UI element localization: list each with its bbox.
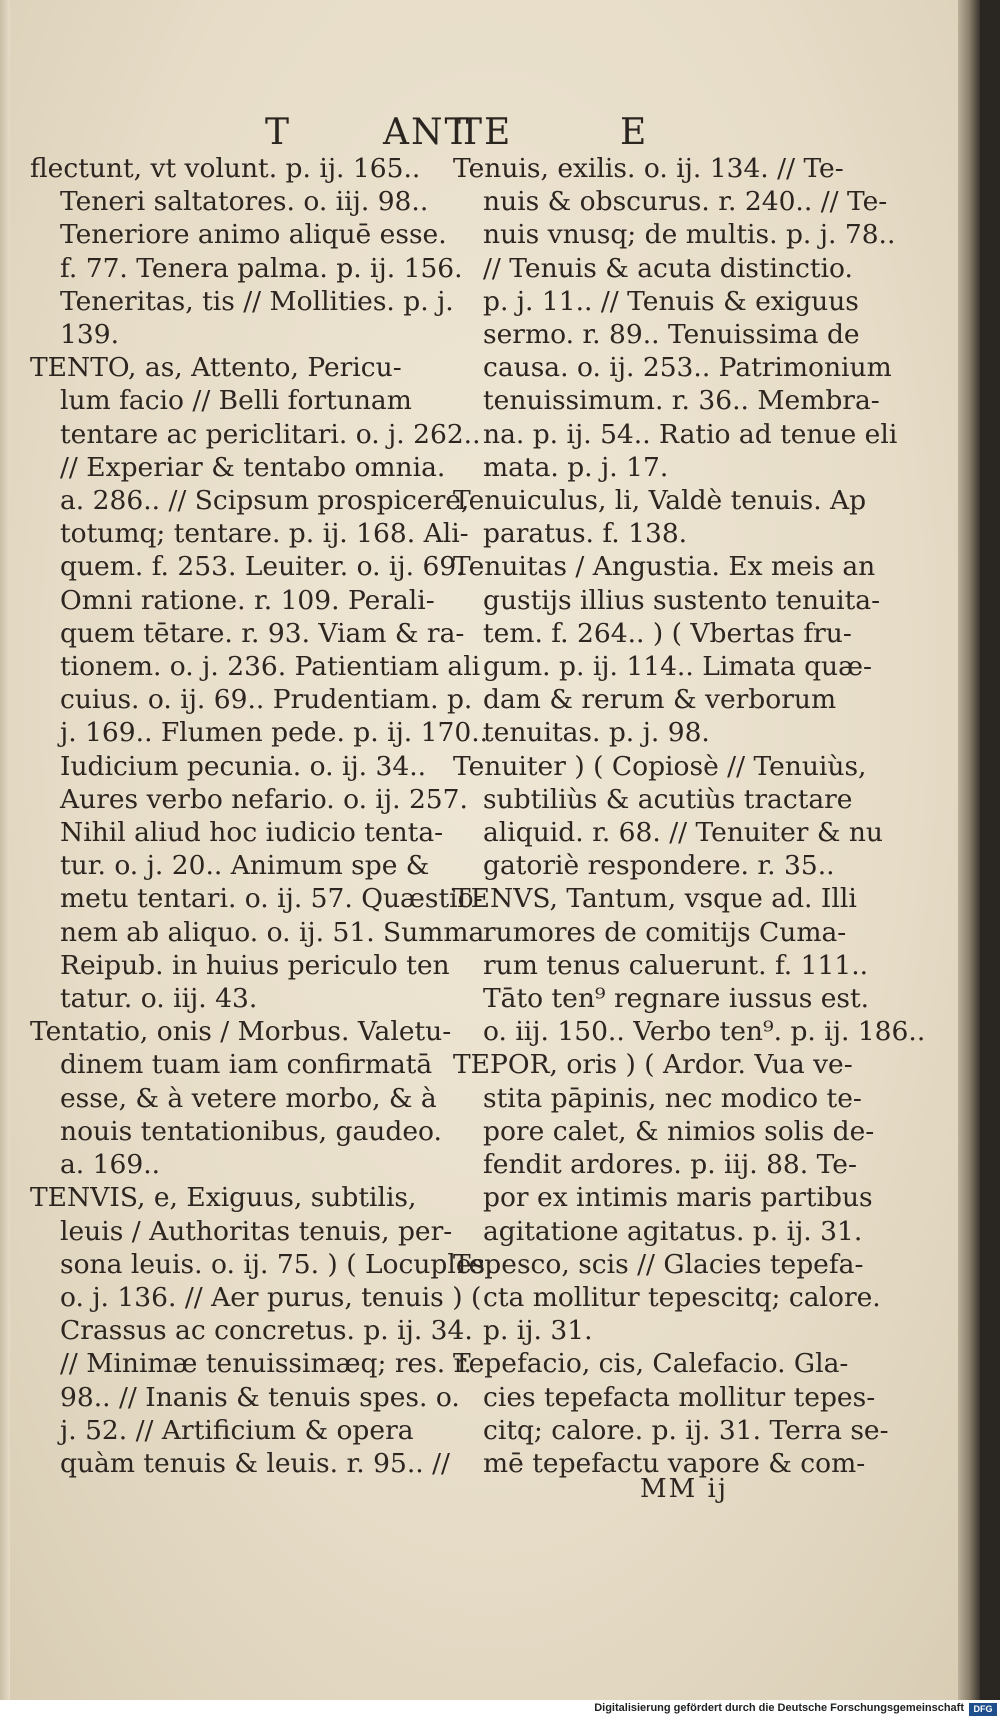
dictionary-entry bbox=[453, 550, 881, 749]
entry-line: cuius. o. ij. 69.. Prudentiam. p. bbox=[60, 684, 473, 716]
entry-line: Omni ratione. r. 109. Perali- bbox=[60, 584, 435, 616]
entry-line: na. p. ij. 54.. Ratio ad tenue eli bbox=[483, 418, 898, 450]
entry-line: tionem. o. j. 236. Patientiam ali bbox=[60, 651, 481, 683]
entry-line: Iudicium pecunia. o. ij. 34.. bbox=[60, 750, 427, 782]
entry-line: cta mollitur tepescitq; calore. bbox=[483, 1281, 881, 1313]
dictionary-entry bbox=[453, 1248, 881, 1348]
entry-line: leuis / Authoritas tenuis, per- bbox=[60, 1215, 453, 1247]
entry-line: gatoriè respondere. r. 35.. bbox=[483, 850, 835, 882]
entry-line: stita pāpinis, nec modico te- bbox=[483, 1082, 862, 1114]
entry-line: rum tenus caluerunt. f. 111.. bbox=[483, 949, 869, 981]
dictionary-entry bbox=[453, 1347, 889, 1480]
entry-line: Reipub. in huius periculo ten bbox=[60, 949, 450, 981]
entry-line: Nihil aliud hoc iudicio tenta- bbox=[60, 817, 444, 849]
dictionary-entry bbox=[453, 152, 898, 484]
entry-line: mē tepefactu vapore & com- bbox=[483, 1447, 866, 1479]
entry-line: tatur. o. iij. 43. bbox=[60, 983, 258, 1015]
entry-line: Crassus ac concretus. p. ij. 34. bbox=[60, 1315, 473, 1347]
running-head-left: T bbox=[265, 112, 292, 153]
entry-line: totumq; tentare. p. ij. 168. Ali- bbox=[60, 518, 469, 550]
right-column bbox=[453, 152, 926, 1480]
entry-line: nem ab aliquo. o. ij. 51. Summa bbox=[60, 916, 485, 948]
entry-line: sermo. r. 89.. Tenuissima de bbox=[483, 319, 860, 351]
entry-line: nuis vnusq; de multis. p. j. 78.. bbox=[483, 219, 896, 251]
entry-line: f. 77. Tenera palma. p. ij. 156. bbox=[60, 252, 463, 284]
entry-line: Teneri saltatores. o. iij. 98.. bbox=[60, 186, 429, 218]
entry-line: Aures verbo nefario. o. ij. 257. bbox=[60, 783, 468, 815]
entry-line: TENVS, Tantum, vsque ad. Illi bbox=[453, 883, 857, 915]
entry-line: o. j. 136. // Aer purus, tenuis ) ( bbox=[60, 1281, 482, 1313]
dictionary-entry bbox=[453, 1048, 873, 1247]
entry-line: Tenuis, exilis. o. ij. 134. // Te- bbox=[453, 153, 844, 184]
entry-line: quem tētare. r. 93. Viam & ra- bbox=[60, 617, 465, 649]
entry-line: nuis & obscurus. r. 240.. // Te- bbox=[483, 186, 888, 218]
entry-line: // Tenuis & acuta distinctio. bbox=[483, 252, 853, 284]
entry-line: Tenuiter ) ( Copiosè // Tenuiùs, bbox=[453, 750, 867, 782]
entry-line: Tentatio, onis / Morbus. Valetu- bbox=[30, 1016, 452, 1048]
entry-line: Tāto ten⁹ regnare iussus est. bbox=[483, 983, 870, 1015]
entry-line: flectunt, vt volunt. p. ij. 165.. bbox=[30, 153, 421, 184]
entry-line: agitatione agitatus. p. ij. 31. bbox=[483, 1215, 863, 1247]
dictionary-entry bbox=[453, 882, 926, 1048]
entry-line: dam & rerum & verborum bbox=[483, 684, 837, 716]
entry-line: Tepesco, scis // Glacies tepefa- bbox=[453, 1248, 864, 1280]
entry-line: tur. o. j. 20.. Animum spe & bbox=[60, 850, 430, 882]
entry-line: a. 169.. bbox=[60, 1149, 161, 1181]
footer-credit: Digitalisierung gefördert durch die Deutsche Forschungsgemeinschaft bbox=[594, 1702, 964, 1714]
entry-line: p. ij. 31. bbox=[483, 1315, 593, 1347]
dictionary-entry bbox=[30, 351, 489, 1015]
entry-line: lum facio // Belli fortunam bbox=[60, 385, 412, 417]
entry-line: pore calet, & nimios solis de- bbox=[483, 1115, 875, 1147]
entry-line: TENTO, as, Attento, Pericu- bbox=[30, 352, 402, 384]
entry-line: j. 169.. Flumen pede. p. ij. 170.. bbox=[60, 717, 489, 749]
entry-line: TENVIS, e, Exiguus, subtilis, bbox=[30, 1182, 417, 1214]
entry-line: // Experiar & tentabo omnia. bbox=[60, 451, 446, 483]
entry-line: rumores de comitijs Cuma- bbox=[483, 916, 847, 948]
entry-line: citq; calore. p. ij. 31. Terra se- bbox=[483, 1414, 889, 1446]
entry-line: 139. bbox=[60, 319, 120, 351]
dictionary-entry bbox=[30, 1181, 494, 1480]
running-head-right: E bbox=[620, 112, 649, 153]
entry-line: nouis tentationibus, gaudeo. bbox=[60, 1115, 442, 1147]
footer-bar bbox=[0, 1700, 1000, 1720]
entry-line: subtiliùs & acutiùs tractare bbox=[483, 783, 853, 815]
entry-line: tentare ac periclitari. o. j. 262.. bbox=[60, 418, 481, 450]
entry-line: Teneriore animo aliquē esse. bbox=[60, 219, 447, 251]
entry-line: Tenuitas / Angustia. Ex meis an bbox=[453, 551, 876, 583]
entry-line: esse, & à vetere morbo, & à bbox=[60, 1082, 437, 1114]
entry-line: quem. f. 253. Leuiter. o. ij. 69. bbox=[60, 551, 465, 583]
entry-line: causa. o. ij. 253.. Patrimonium bbox=[483, 352, 892, 384]
entry-line: j. 52. // Artificium & opera bbox=[60, 1414, 414, 1446]
page-right-edge bbox=[958, 0, 980, 1700]
entry-line: mata. p. j. 17. bbox=[483, 451, 669, 483]
entry-line: Tepefacio, cis, Calefacio. Gla- bbox=[453, 1348, 849, 1380]
running-head-middle1: ANT bbox=[383, 112, 471, 153]
entry-line: p. j. 11.. // Tenuis & exiguus bbox=[483, 285, 859, 317]
entry-line: tenuitas. p. j. 98. bbox=[483, 717, 710, 749]
entry-line: Teneritas, tis // Mollities. p. j. bbox=[60, 285, 454, 317]
entry-line: gustijs illius sustento tenuita- bbox=[483, 584, 881, 616]
entry-line: gum. p. ij. 114.. Limata quæ- bbox=[483, 651, 872, 683]
dictionary-entry bbox=[453, 750, 883, 883]
entry-line: quàm tenuis & leuis. r. 95.. // bbox=[60, 1447, 450, 1479]
left-column bbox=[30, 152, 494, 1480]
entry-line: metu tentari. o. ij. 57. Quæstio- bbox=[60, 883, 483, 915]
entry-line: por ex intimis maris partibus bbox=[483, 1182, 873, 1214]
entry-line: dinem tuam iam confirmatā bbox=[60, 1049, 433, 1081]
running-head-middle2: TE bbox=[458, 112, 513, 153]
entry-line: TEPOR, oris ) ( Ardor. Vua ve- bbox=[453, 1049, 853, 1081]
entry-line: fendit ardores. p. iij. 88. Te- bbox=[483, 1149, 857, 1181]
page-left-edge bbox=[0, 0, 10, 1700]
entry-line: a. 286.. // Scipsum prospicere, bbox=[60, 485, 470, 517]
entry-line: tenuissimum. r. 36.. Membra- bbox=[483, 385, 880, 417]
entry-line: 98.. // Inanis & tenuis spes. o. bbox=[60, 1381, 460, 1413]
dictionary-entry bbox=[30, 152, 463, 351]
dfg-logo: DFG bbox=[969, 1703, 997, 1716]
entry-line: aliquid. r. 68. // Tenuiter & nu bbox=[483, 817, 883, 849]
entry-line: o. iij. 150.. Verbo ten⁹. p. ij. 186.. bbox=[483, 1016, 926, 1048]
entry-line: Tenuiculus, li, Valdè tenuis. Ap bbox=[453, 485, 867, 517]
entry-line: // Minimæ tenuissimæq; res. r. bbox=[60, 1348, 472, 1380]
signature-mark: MM ij bbox=[640, 1474, 728, 1504]
entry-line: cies tepefacta mollitur tepes- bbox=[483, 1381, 876, 1413]
running-head bbox=[0, 112, 980, 152]
entry-line: tem. f. 264.. ) ( Vbertas fru- bbox=[483, 617, 852, 649]
entry-line: paratus. f. 138. bbox=[483, 518, 688, 550]
dictionary-entry bbox=[30, 1015, 450, 1181]
entry-line: sona leuis. o. ij. 75. ) ( Locuples. bbox=[60, 1248, 494, 1280]
dictionary-entry bbox=[453, 484, 873, 550]
